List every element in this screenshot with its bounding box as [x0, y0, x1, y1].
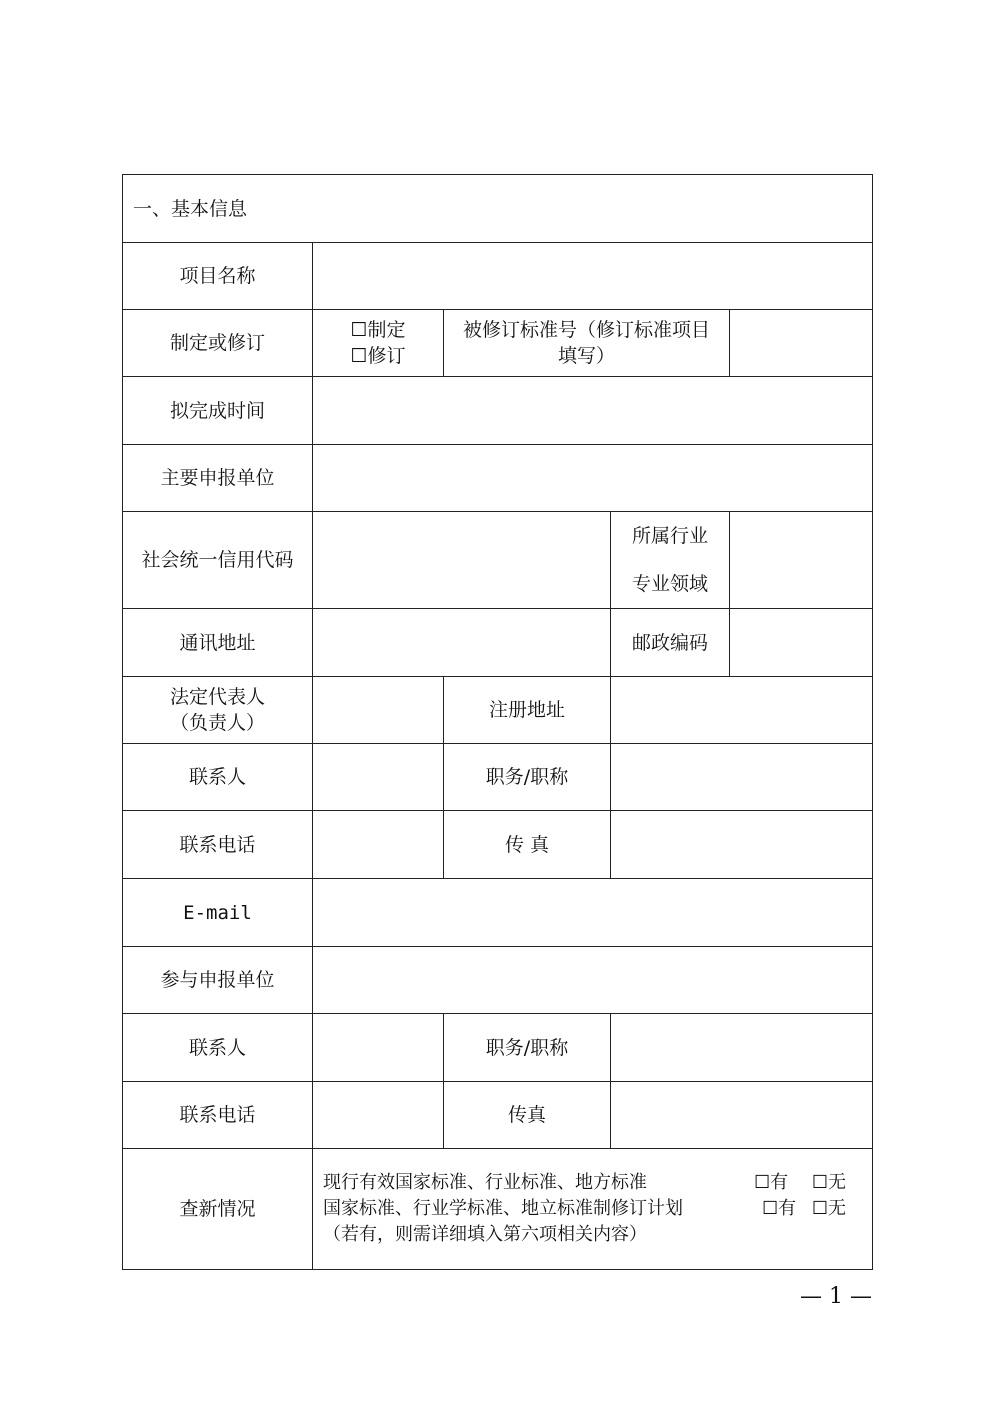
reg-address-label: 注册地址: [488, 699, 565, 721]
revised-std-no-input[interactable]: [730, 310, 872, 376]
completion-time-input[interactable]: [313, 377, 872, 444]
revised-std-no-label-line1: 被修订标准号（修订标准项目: [462, 319, 710, 341]
field-label: 专业领域: [631, 573, 708, 595]
credit-code-input[interactable]: [313, 512, 610, 608]
email-input[interactable]: [313, 879, 872, 946]
contact-label: 联系人: [188, 766, 246, 788]
industry-input[interactable]: [730, 512, 872, 608]
credit-code-label: 社会统一信用代码: [141, 549, 294, 571]
make-checkbox[interactable]: ☐制定: [350, 319, 406, 341]
fax-label: 传 真: [504, 833, 550, 856]
novelty-line2: 国家标准、行业学标准、地立标准制修订计划: [323, 1198, 683, 1219]
phone-label: 联系电话: [179, 833, 256, 856]
participating-unit-input[interactable]: [313, 947, 872, 1013]
completion-time-label: 拟完成时间: [169, 399, 265, 422]
participating-unit-label: 参与申报单位: [160, 969, 275, 991]
make-or-revise-options: [313, 310, 443, 376]
novelty-line1: 现行有效国家标准、行业标准、地方标准: [323, 1172, 647, 1193]
legal-rep-label-line2: （负责人）: [169, 712, 265, 734]
postcode-input[interactable]: [730, 609, 872, 676]
phone-input[interactable]: [313, 811, 443, 878]
legal-rep-input[interactable]: [313, 677, 443, 743]
make-or-revise-label: 制定或修订: [169, 332, 265, 354]
position-2-label: 职务/职称: [485, 1036, 569, 1059]
email-label: E-mail: [183, 901, 252, 924]
position-input[interactable]: [611, 744, 872, 810]
main-unit-label: 主要申报单位: [160, 467, 275, 489]
phone-2-input[interactable]: [313, 1082, 443, 1148]
phone-2-label: 联系电话: [179, 1104, 256, 1126]
std-no-checkbox[interactable]: ☐无: [811, 1172, 846, 1193]
novelty-row-standards: [323, 1170, 846, 1196]
fax-2-input[interactable]: [611, 1082, 872, 1148]
address-input[interactable]: [313, 609, 610, 676]
fax-input[interactable]: [611, 811, 872, 878]
industry-field-label: [611, 512, 729, 608]
novelty-line3: （若有，则需详细填入第六项相关内容）: [323, 1224, 647, 1245]
section-title: 一、基本信息: [133, 197, 248, 220]
address-label: 通讯地址: [179, 631, 256, 654]
plan-yes-checkbox[interactable]: ☐有: [761, 1198, 797, 1219]
revised-std-no-label-line2: 填写）: [557, 345, 615, 367]
novelty-row-plan: [323, 1196, 846, 1222]
industry-label: 所属行业: [631, 525, 708, 547]
legal-rep-label-line1: 法定代表人: [169, 686, 265, 708]
position-label: 职务/职称: [485, 766, 569, 788]
plan-no-checkbox[interactable]: ☐无: [811, 1198, 846, 1219]
contact-2-input[interactable]: [313, 1014, 443, 1081]
main-unit-input[interactable]: [313, 445, 872, 511]
contact-input[interactable]: [313, 744, 443, 810]
project-name-input[interactable]: [313, 243, 872, 309]
contact-2-label: 联系人: [188, 1036, 246, 1059]
fax-2-label: 传真: [507, 1104, 546, 1126]
legal-rep-label: [123, 677, 312, 743]
reg-address-input[interactable]: [611, 677, 872, 743]
project-name-label: 项目名称: [179, 265, 256, 287]
rule: [122, 1269, 873, 1270]
std-yes-checkbox[interactable]: ☐有: [753, 1172, 789, 1193]
page-number: — 1 —: [800, 1284, 872, 1309]
revise-checkbox[interactable]: ☐修订: [350, 345, 406, 367]
novelty-label: 查新情况: [179, 1198, 256, 1220]
rule: [872, 174, 873, 1270]
postcode-label: 邮政编码: [631, 631, 708, 654]
revised-std-no-label: [444, 310, 729, 376]
position-2-input[interactable]: [611, 1014, 872, 1081]
novelty-content: [313, 1149, 872, 1269]
